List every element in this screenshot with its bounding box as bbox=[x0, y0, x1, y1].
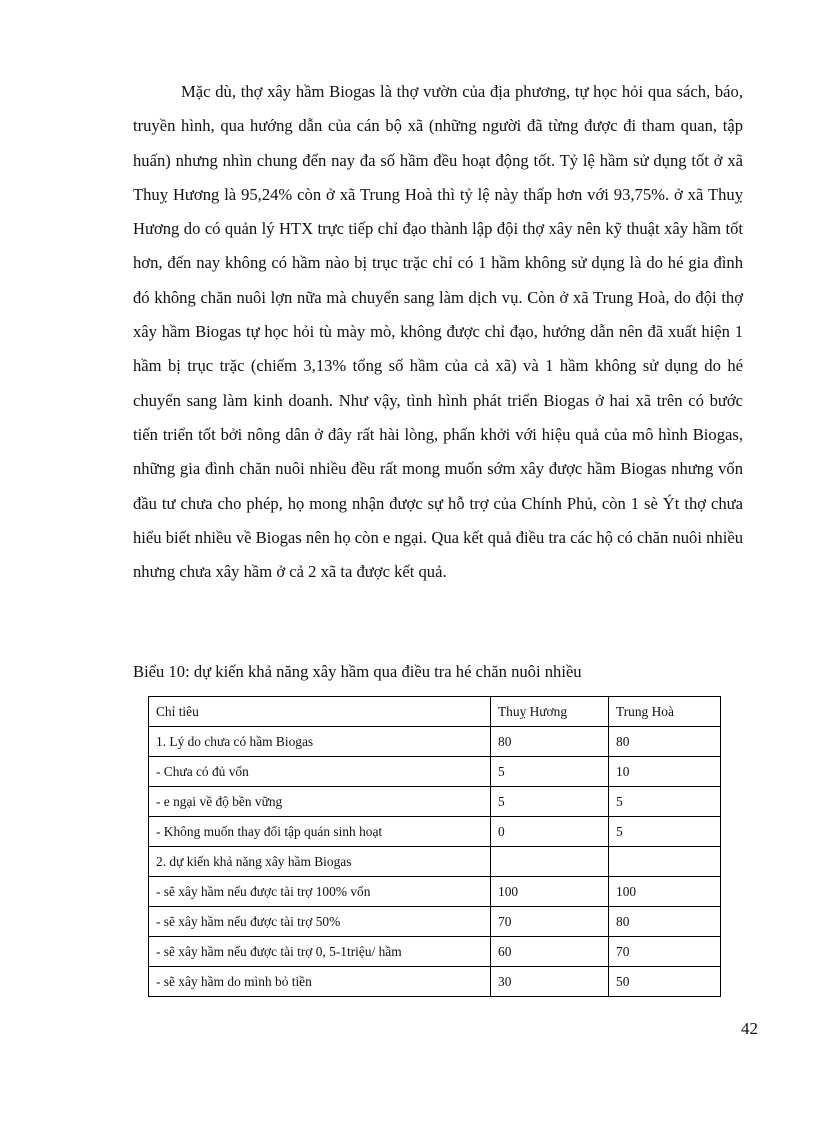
page-number: 42 bbox=[741, 1019, 758, 1038]
table-row bbox=[149, 727, 721, 757]
table-cell bbox=[491, 847, 609, 877]
table-cell: 80 bbox=[491, 727, 609, 757]
table-cell: 80 bbox=[609, 727, 721, 757]
header-cell-thuy-huong: Thuỵ Hương bbox=[491, 697, 609, 727]
table-cell: 50 bbox=[609, 967, 721, 997]
table-row bbox=[149, 817, 721, 847]
body-text: Mặc dù, thợ xây hầm Biogas là thợ vườn của địa phương, tự học hỏi qua sách, báo, truyền hình, qua hướng dẫn của cán bộ xã (những người đã từng được đi tham quan, tập huấn) nhưng nhìn chung đến nay đa số hầm đều hoạt động tốt. Tỷ lệ hầm sử dụng tốt ở xã Thuỵ Hương là 95,24% còn ở xã Trung Hoà thì tỷ lệ này thấp hơn với 93,75%. ở xã Thuỵ Hương do có quản lý HTX trực tiếp chỉ đạo thành lập đội thợ xây nên kỹ thuật xây hầm tốt hơn, đến nay không có hầm nào bị trục trặc chỉ có 1 hầm không sử dụng là do hé gia đình đó không chăn nuôi lợn nữa mà chuyển sang làm dịch vụ. Còn ở xã Trung Hoà, do đội thợ xây hầm Biogas tự học hỏi tù mày mò, không được chỉ đạo, hướng dẫn nên đã xuất hiện 1 hầm bị trục trặc (chiếm 3,13% tổng số hầm của cả xã) và 1 hầm không sử dụng do hé chuyển sang làm kinh doanh. Như vậy, tình hình phát triển Biogas ở hai xã trên có bước tiến triển tốt bởi nông dân ở đây rất hài lòng, phấn khởi với hiệu quả của mô hình Biogas, những gia đình chăn nuôi nhiều đều rất mong muốn sớm xây được hầm Biogas nhưng vốn đầu tư chưa cho phép, họ mong nhận được sự hỗ trợ của Chính Phủ, còn 1 sè Ýt thợ chưa hiểu biết nhiều về Biogas nên họ còn e ngại. Qua kết quả điều tra các hộ có chăn nuôi nhiều nhưng chưa xây hầm ở cả 2 xã ta được kết quả. bbox=[133, 82, 743, 582]
table-cell: - sẽ xây hầm nếu được tài trợ 0, 5-1triệu/ hầm bbox=[149, 937, 491, 967]
table-cell bbox=[609, 847, 721, 877]
table-row bbox=[149, 787, 721, 817]
table-cell: 80 bbox=[609, 907, 721, 937]
table-cell: 30 bbox=[491, 967, 609, 997]
table-row bbox=[149, 907, 721, 937]
table-row bbox=[149, 877, 721, 907]
table-cell: 5 bbox=[609, 787, 721, 817]
table-row bbox=[149, 847, 721, 877]
table-row bbox=[149, 967, 721, 997]
table-cell: - sẽ xây hầm do mình bỏ tiền bbox=[149, 967, 491, 997]
table-cell: 70 bbox=[491, 907, 609, 937]
table-cell: - sẽ xây hầm nếu được tài trợ 100% vốn bbox=[149, 877, 491, 907]
table-cell: 5 bbox=[491, 787, 609, 817]
table-row bbox=[149, 937, 721, 967]
table-caption: Biểu 10: dự kiến khả năng xây hầm qua điều tra hé chăn nuôi nhiều bbox=[133, 662, 582, 681]
table-row bbox=[149, 757, 721, 787]
table-header-row bbox=[149, 697, 721, 727]
table-cell: - sẽ xây hầm nếu được tài trợ 50% bbox=[149, 907, 491, 937]
header-cell-trung-hoa: Trung Hoà bbox=[609, 697, 721, 727]
table-cell: 2. dự kiến khả năng xây hầm Biogas bbox=[149, 847, 491, 877]
table-cell: 0 bbox=[491, 817, 609, 847]
table-cell: 5 bbox=[491, 757, 609, 787]
survey-table bbox=[148, 696, 721, 997]
table-cell: 1. Lý do chưa có hầm Biogas bbox=[149, 727, 491, 757]
table-cell: 10 bbox=[609, 757, 721, 787]
table-cell: 100 bbox=[491, 877, 609, 907]
table-cell: - e ngại về độ bền vững bbox=[149, 787, 491, 817]
table-cell: - Không muốn thay đổi tập quán sinh hoạt bbox=[149, 817, 491, 847]
table-cell: 60 bbox=[491, 937, 609, 967]
body-paragraph bbox=[133, 75, 743, 589]
table-cell: 70 bbox=[609, 937, 721, 967]
table-cell: 100 bbox=[609, 877, 721, 907]
table-cell: - Chưa có đủ vốn bbox=[149, 757, 491, 787]
table-cell: 5 bbox=[609, 817, 721, 847]
header-cell-indicator: Chỉ tiêu bbox=[149, 697, 491, 727]
